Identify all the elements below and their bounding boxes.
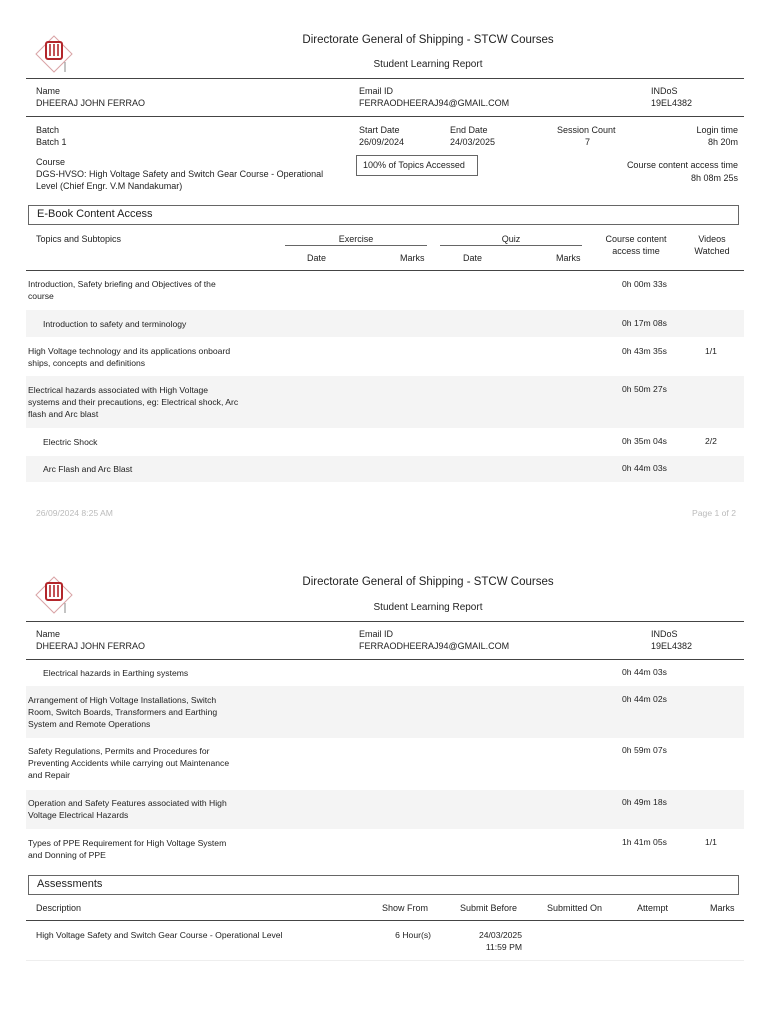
student-name: DHEERAJ JOHN FERRAO: [36, 641, 146, 651]
videos-watched: 1/1: [705, 837, 717, 847]
topic-line: Electric Shock: [43, 437, 98, 447]
topic-line: Preventing Accidents while carrying out Maintenance: [28, 758, 230, 768]
topic-line: System and Remote Operations: [28, 719, 151, 729]
col-submitted-on: Submitted On: [547, 903, 603, 913]
divider: [26, 621, 744, 622]
access-time: 1h 41m 05s: [622, 837, 667, 847]
assessment-description: High Voltage Safety and Switch Gear Course - Operational Level: [36, 930, 283, 940]
indos-label: INDoS: [651, 629, 678, 639]
table-row: [26, 686, 744, 738]
topic-line: Voltage Electrical Hazards: [28, 810, 129, 820]
topics-accessed-badge: 100% of Topics Accessed: [356, 155, 478, 176]
ebook-section-title: E-Book Content Access: [28, 205, 739, 225]
col-quiz: Quiz: [501, 234, 521, 244]
col-exercise-marks: Marks: [400, 253, 425, 263]
name-label: Name: [36, 86, 61, 96]
start-date-label: Start Date: [359, 125, 400, 135]
access-time: 0h 44m 02s: [622, 694, 667, 704]
topic-line: course: [28, 291, 54, 301]
name-label: Name: [36, 629, 61, 639]
divider: [26, 116, 744, 117]
access-time: 0h 43m 35s: [622, 346, 667, 356]
report-title: Directorate General of Shipping - STCW Courses: [302, 576, 554, 588]
table-row: [26, 456, 744, 482]
topic-line: Introduction, Safety briefing and Objectives of the: [28, 279, 216, 289]
col-marks: Marks: [710, 903, 735, 913]
end-date-value: 24/03/2025: [450, 137, 496, 147]
col-exercise-date: Date: [307, 253, 327, 263]
topic-line: and Donning of PPE: [28, 850, 106, 860]
table-row: [26, 739, 744, 789]
col-submit-before: Submit Before: [460, 903, 518, 913]
videos-watched: 2/2: [705, 436, 717, 446]
topic-line: ships, concepts and definitions: [28, 358, 146, 368]
report-subtitle: Student Learning Report: [373, 59, 483, 70]
col-quiz-marks: Marks: [556, 253, 581, 263]
batch-label: Batch: [36, 125, 60, 135]
divider: [26, 920, 744, 921]
course-name-line2: Level (Chief Engr. V.M Nandakumar): [36, 181, 183, 191]
start-date-value: 26/09/2024: [359, 137, 405, 147]
email-label: Email ID: [359, 629, 394, 639]
divider: [26, 270, 744, 271]
topic-line: Arrangement of High Voltage Installations, Switch: [28, 695, 217, 705]
email-label: Email ID: [359, 86, 394, 96]
student-email: FERRAODHEERAJ94@GMAIL.COM: [359, 641, 510, 651]
access-time: 0h 35m 04s: [622, 436, 667, 446]
indos-value: 19EL4382: [651, 641, 693, 651]
divider: [440, 245, 582, 246]
assessments-section-title: Assessments: [28, 875, 739, 895]
col-quiz-date: Date: [463, 253, 483, 263]
table-row: [26, 922, 744, 961]
course-name-line1: DGS-HVSO: High Voltage Safety and Switch Gear Course - Operational: [36, 169, 324, 179]
col-videos-line2: Watched: [694, 246, 730, 256]
indos-value: 19EL4382: [651, 98, 693, 108]
topic-line: High Voltage technology and its applications onboard: [28, 346, 231, 356]
col-description: Description: [36, 903, 82, 913]
report-title: Directorate General of Shipping - STCW Courses: [302, 34, 554, 46]
col-attempt: Attempt: [637, 903, 669, 913]
assessment-show-from: 6 Hour(s): [395, 930, 431, 940]
topic-line: and Repair: [28, 770, 71, 780]
topic-line: Electrical hazards associated with High Voltage: [28, 385, 209, 395]
col-show-from: Show From: [382, 903, 429, 913]
access-time: 0h 17m 08s: [622, 318, 667, 328]
access-time: 0h 44m 03s: [622, 463, 667, 473]
student-name: DHEERAJ JOHN FERRAO: [36, 98, 146, 108]
topic-line: Room, Switch Boards, Transformers and Earthing: [28, 707, 218, 717]
content-access-label: Course content access time: [626, 160, 738, 170]
indos-label: INDoS: [651, 86, 678, 96]
topic-line: Arc Flash and Arc Blast: [43, 464, 133, 474]
col-topics: Topics and Subtopics: [36, 234, 122, 244]
login-time-label: Login time: [696, 125, 738, 135]
session-count-value: 7: [585, 137, 591, 147]
col-access-line2: access time: [612, 246, 660, 256]
table-row: [26, 310, 744, 337]
topic-line: Safety Regulations, Permits and Procedures for: [28, 746, 210, 756]
footer-timestamp: 26/09/2024 8:25 AM: [36, 508, 113, 518]
topic-line: Operation and Safety Features associated with High: [28, 798, 227, 808]
table-row: [26, 429, 744, 455]
end-date-label: End Date: [450, 125, 488, 135]
col-videos-line1: Videos: [698, 234, 726, 244]
assessment-submit-date: 24/03/2025: [478, 930, 522, 940]
table-row: [26, 272, 744, 309]
session-count-label: Session Count: [557, 125, 616, 135]
topic-line: Introduction to safety and terminology: [43, 319, 187, 329]
divider: [26, 78, 744, 79]
course-label: Course: [36, 157, 66, 167]
access-time: 0h 49m 18s: [622, 797, 667, 807]
login-time-value: 8h 20m: [707, 137, 738, 147]
batch-value: Batch 1: [36, 137, 67, 147]
topic-line: Electrical hazards in Earthing systems: [43, 668, 189, 678]
table-row: [26, 376, 744, 428]
report-subtitle: Student Learning Report: [373, 602, 483, 613]
table-row: [26, 661, 744, 685]
assessment-submit-time: 11:59 PM: [485, 942, 522, 952]
topic-line: systems and their precautions, eg: Electrical shock, Arc: [28, 397, 239, 407]
student-email: FERRAODHEERAJ94@GMAIL.COM: [359, 98, 510, 108]
access-time: 0h 50m 27s: [622, 384, 667, 394]
topic-line: Types of PPE Requirement for High Voltage System: [28, 838, 227, 848]
footer-page-number: Page 1 of 2: [692, 508, 736, 518]
table-row: [26, 830, 744, 868]
table-row: [26, 338, 744, 375]
access-time: 0h 00m 33s: [622, 279, 667, 289]
videos-watched: 1/1: [705, 346, 717, 356]
access-time: 0h 59m 07s: [622, 745, 667, 755]
divider: [26, 659, 744, 660]
table-row: [26, 790, 744, 829]
col-access-line1: Course content: [605, 234, 667, 244]
content-access-value: 8h 08m 25s: [690, 173, 738, 183]
topic-line: flash and Arc blast: [28, 409, 99, 419]
divider: [285, 245, 427, 246]
col-exercise: Exercise: [338, 234, 374, 244]
access-time: 0h 44m 03s: [622, 667, 667, 677]
